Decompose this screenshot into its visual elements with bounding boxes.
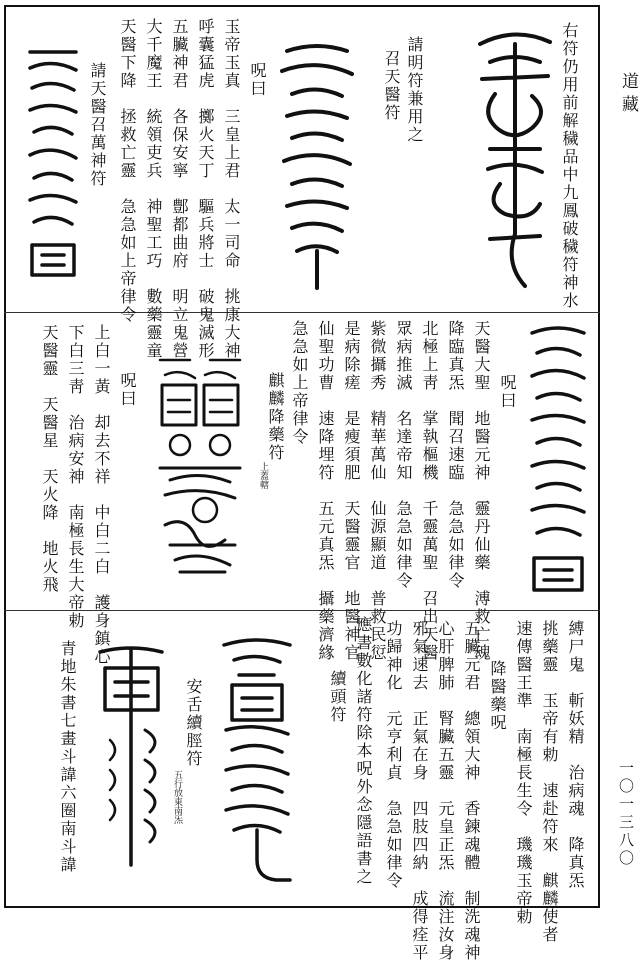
talisman-xutou bbox=[214, 630, 300, 892]
text-column: 仙聖功曹 速降埋符 五元真炁 攝藥濟緣 bbox=[316, 320, 335, 662]
text-column: 呪曰 bbox=[118, 372, 137, 408]
text-column: 召天醫符 bbox=[382, 50, 401, 122]
talisman-anshe bbox=[90, 640, 172, 880]
text-column: 邪氣速去 正氣在身 四肢四納 成得痊平 bbox=[410, 620, 429, 962]
text-column: 呼囊猛虎 擲火天丁 驅兵將士 破鬼滅形 bbox=[196, 18, 215, 360]
small-note: 上蓋轄 bbox=[258, 462, 268, 489]
text-column: 縛尸鬼 斬妖精 治病魂 降真炁 bbox=[566, 620, 585, 890]
text-column: 速傳醫王準 南極長生令 璣璣玉帝勅 bbox=[514, 620, 533, 926]
talisman-tianyi-dasheng bbox=[522, 318, 594, 600]
text-column: 急急如上帝律令 bbox=[290, 320, 309, 446]
text-column: 挑藥靈 玉帝有勅 速赴符來 麒麟使者 bbox=[540, 620, 559, 944]
text-column: 麒麟降藥符 bbox=[266, 372, 285, 462]
text-column: 眾病推滅 名達帝知 急急如律令 bbox=[394, 320, 413, 590]
text-column: 天醫下降 拯救亡靈 急急如上帝律令 bbox=[118, 18, 137, 324]
text-column: 大千魔王 統領吏兵 神聖工巧 數藥靈童 bbox=[144, 18, 163, 360]
text-column: 紫微攝秀 精華萬仙 仙源顯道 普救民愆 bbox=[368, 320, 387, 662]
text-column: 功歸神化 元亨利貞 急急如律令 bbox=[384, 620, 403, 890]
talisman-qilin bbox=[150, 350, 250, 580]
text-column: 安舌續脛符 bbox=[184, 678, 203, 768]
text-column: 五臟元君 總領大神 香鍊魂體 制洗魂神 bbox=[462, 620, 481, 962]
text-column: 請明符兼用之 bbox=[405, 36, 424, 144]
text-column: 天醫靈 天醫星 天火降 地火飛 bbox=[40, 324, 59, 594]
text-column: 右符仍用前解穢品中九鳳破穢符神水 bbox=[560, 22, 579, 310]
text-column: 呪曰 bbox=[498, 374, 517, 410]
text-column: 心肝脾肺 腎臟五靈 元皇正炁 流注汝身 bbox=[436, 620, 455, 962]
text-column: 請天醫召萬神符 bbox=[88, 62, 107, 188]
text-column: 上白一黃 却去不祥 中白二白 護身鎮心 bbox=[92, 324, 111, 666]
text-column: 青地朱書七畫斗諱六圈南斗諱 bbox=[58, 640, 77, 874]
text-column: 下白三靑 治病安神 南極長生大帝勅 bbox=[66, 324, 85, 630]
text-column: 應書數化諸符除本呪外念隱語書之 bbox=[354, 616, 373, 886]
text-column: 降臨真炁 聞召速臨 急急如律令 bbox=[446, 320, 465, 590]
text-column: 北極上靑 掌執樞機 千靈萬聖 召出天醫 bbox=[420, 320, 439, 662]
text-column: 天醫大聖 地醫元神 靈丹仙藥 溥救亡魂 bbox=[472, 320, 491, 662]
text-column: 五臟神君 各保安寧 鄷都曲府 明立鬼營 bbox=[170, 18, 189, 360]
small-note: 五行放東南炁 bbox=[172, 770, 182, 824]
talisman-tianyi bbox=[272, 36, 362, 296]
text-column: 續頭符 bbox=[328, 670, 347, 724]
margin-title: 道藏 bbox=[618, 72, 638, 118]
talisman-zhaowanshen bbox=[22, 40, 84, 290]
talisman-jiuhuang bbox=[470, 24, 560, 294]
text-column: 玉帝玉真 三皇上君 太一司命 挑康大神 bbox=[222, 18, 241, 360]
text-column: 降醫藥呪 bbox=[488, 660, 507, 732]
panel-divider-1 bbox=[4, 312, 600, 313]
page-number: 一〇一三八〇 bbox=[617, 760, 635, 868]
text-column: 呪曰 bbox=[248, 62, 267, 98]
text-column: 是病除瘥 是瘦須肥 天醫靈官 地醫神官 bbox=[342, 320, 361, 662]
